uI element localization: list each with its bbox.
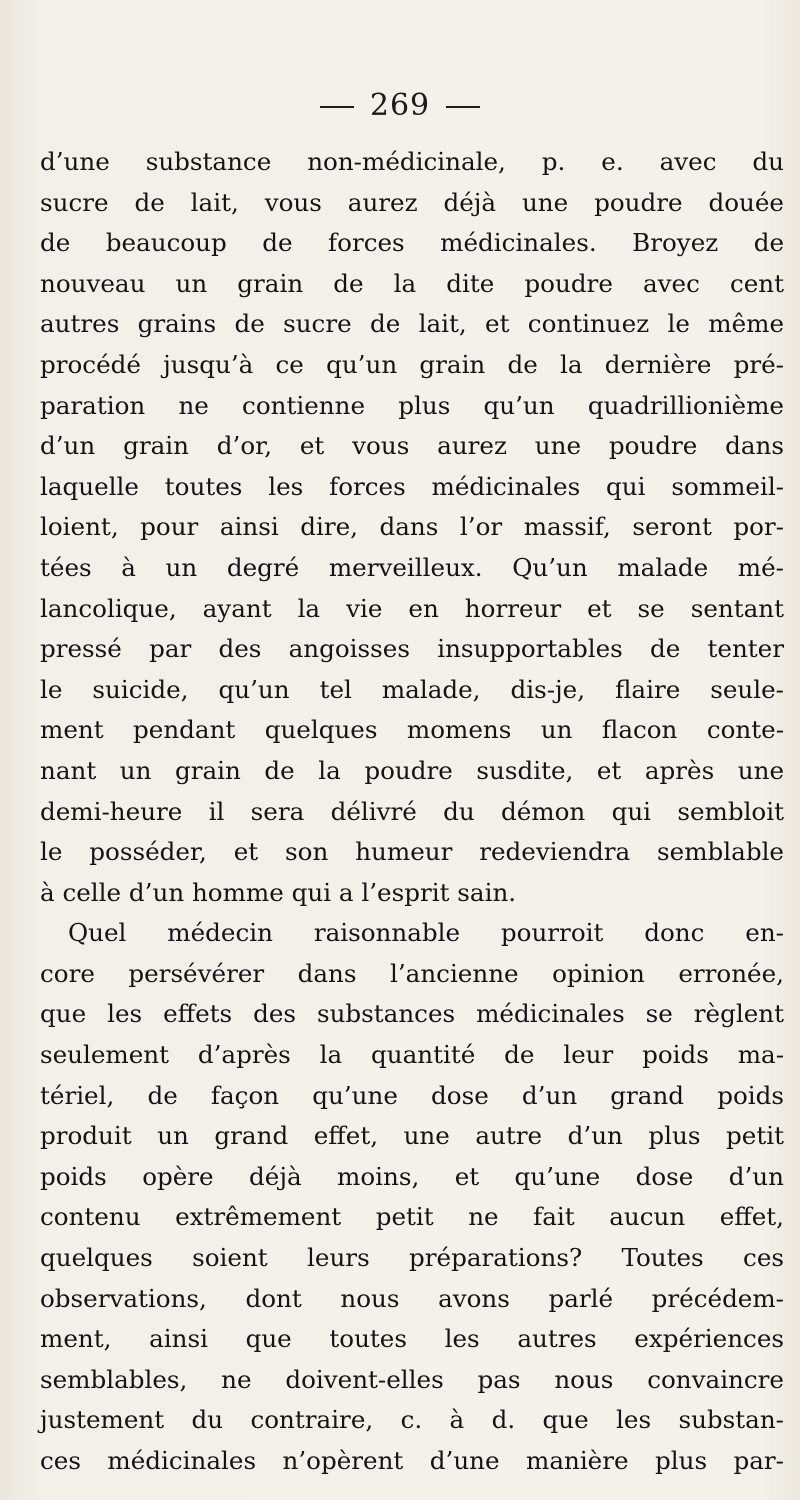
page-header bbox=[0, 88, 800, 123]
text-line: lancolique, ayant la vie en horreur et se sentant bbox=[40, 593, 784, 623]
text-line: de beaucoup de forces médicinales. Broyez de bbox=[40, 228, 784, 258]
text-line: autres grains de sucre de lait, et continuez le même bbox=[40, 309, 784, 339]
text-line: ment pendant quelques momens un flacon conte- bbox=[40, 715, 784, 745]
text-line: seulement d’après la quantité de leur poids ma- bbox=[40, 1040, 784, 1070]
text-line: ces médicinales n’opèrent d’une manière plus par- bbox=[40, 1446, 784, 1475]
text-line: nouveau un grain de la dite poudre avec cent bbox=[40, 268, 784, 298]
text-line: paration ne contienne plus qu’un quadrillionième bbox=[40, 390, 784, 420]
text-line: pressé par des angoisses insupportables de tenter bbox=[40, 634, 784, 664]
header-dash-left bbox=[320, 106, 354, 108]
text-line: loient, pour ainsi dire, dans l’or massif, seront por- bbox=[40, 512, 784, 542]
page-number: 269 bbox=[369, 88, 431, 123]
text-line: poids opère déjà moins, et qu’une dose d’un bbox=[40, 1161, 784, 1191]
text-line: ment, ainsi que toutes les autres expériences bbox=[40, 1324, 784, 1354]
text-line: à celle d’un homme qui a l’esprit sain. bbox=[40, 877, 517, 907]
text-line: justement du contraire, c. à d. que les substan- bbox=[40, 1405, 784, 1435]
text-line: d’une substance non-médicinale, p. e. avec du bbox=[40, 147, 784, 176]
text-line: procédé jusqu’à ce qu’un grain de la dernière pré- bbox=[40, 349, 784, 379]
body-text bbox=[40, 142, 784, 1482]
text-line: contenu extrêmement petit ne fait aucun effet, bbox=[40, 1202, 784, 1232]
text-line: le posséder, et son humeur redeviendra semblable bbox=[40, 837, 784, 867]
text-line: core persévérer dans l’ancienne opinion erronée, bbox=[40, 958, 784, 988]
text-line: demi-heure il sera délivré du démon qui sembloit bbox=[40, 796, 784, 826]
text-line: quelques soient leurs préparations? Toutes ces bbox=[40, 1243, 784, 1273]
header-dash-right bbox=[446, 106, 480, 108]
text-line: nant un grain de la poudre susdite, et après une bbox=[40, 755, 784, 785]
text-line: Quel médecin raisonnable pourroit donc en- bbox=[68, 918, 784, 948]
text-line: d’un grain d’or, et vous aurez une poudre dans bbox=[40, 431, 784, 461]
text-line: que les effets des substances médicinales se règlent bbox=[40, 999, 784, 1029]
text-line: observations, dont nous avons parlé précédem- bbox=[40, 1283, 784, 1313]
text-line: semblables, ne doivent-elles pas nous convaincre bbox=[40, 1364, 784, 1394]
text-line: le suicide, qu’un tel malade, dis-je, flaire seule- bbox=[40, 674, 784, 704]
text-line: tées à un degré merveilleux. Qu’un malade mé- bbox=[40, 552, 784, 582]
text-line: tériel, de façon qu’une dose d’un grand poids bbox=[40, 1080, 784, 1110]
text-line: produit un grand effet, une autre d’un plus petit bbox=[40, 1121, 784, 1151]
text-line: sucre de lait, vous aurez déjà une poudre douée bbox=[40, 187, 784, 217]
text-line: laquelle toutes les forces médicinales qui sommeil- bbox=[40, 471, 784, 501]
